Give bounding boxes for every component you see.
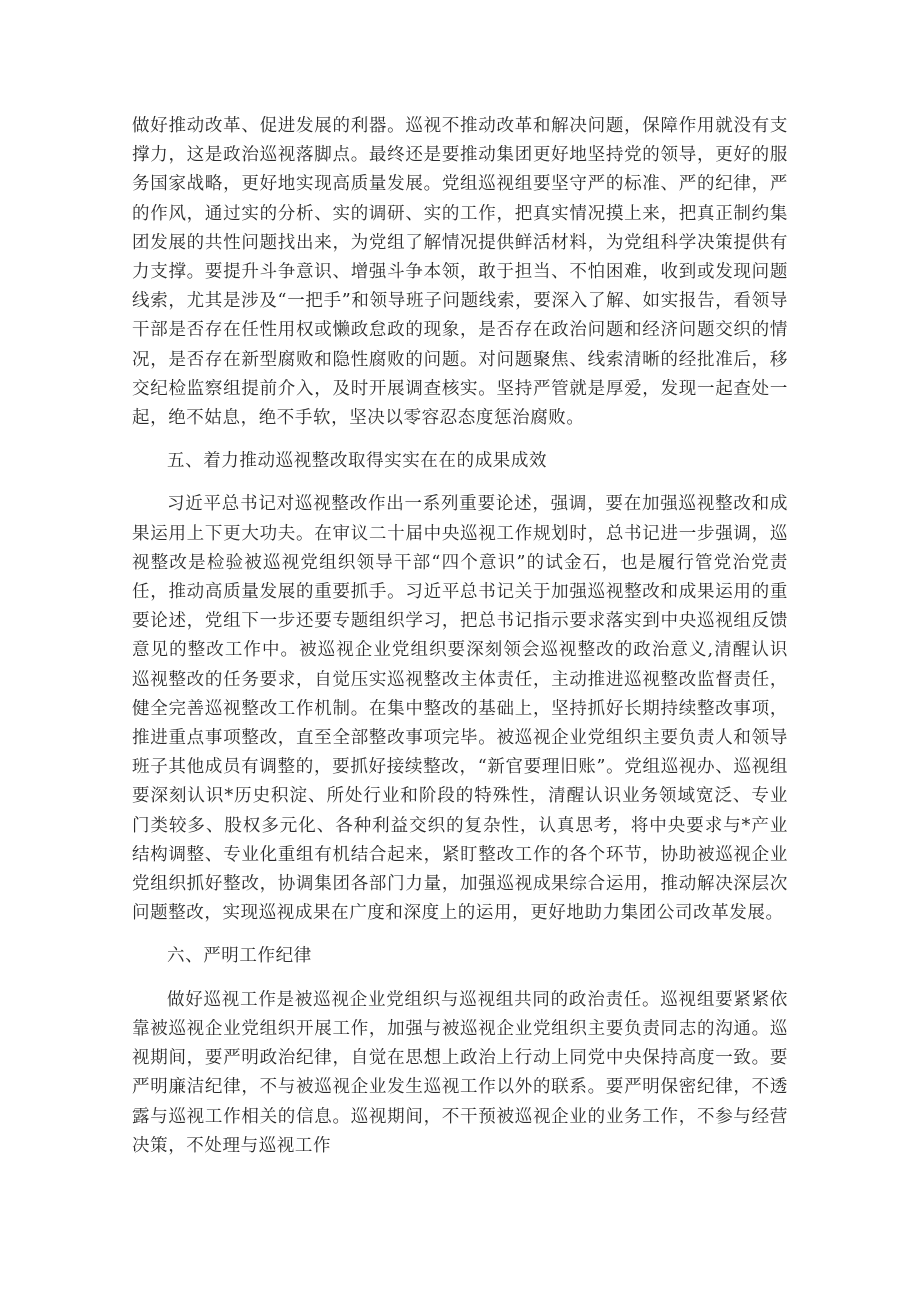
- document-body: [132, 112, 788, 1161]
- section-heading-5: 五、着力推动巡视整改取得实实在在的成果成效: [167, 451, 548, 472]
- paragraph-1: 做好推动改革、促进发展的利器。巡视不推动改革和解决问题，保障作用就没有支撑力，这是政治巡视落脚点。最终还是要推动集团更好地坚持党的领导，更好的服务国家战略，更好地实现高质量发展。党组巡视组要坚守严的标准、严的纪律，严的作风，通过实的分析、实的调研、实的工作，把真实情况摸上来，把真正制约集团发展的共性问题找出来，为党组了解情况提供鲜活材料，为党组科学决策提供有力支撑。要提升斗争意识、增强斗争本领，敢于担当、不怕困难，收到或发现问题线索，尤其是涉及“一把手”和领导班子问题线索，要深入了解、如实报告，看领导干部是否存在任性用权或懒政怠政的现象，是否存在政治问题和经济问题交织的情况，是否存在新型腐败和隐性腐败的问题。对问题聚焦、线索清晰的经批准后，移交纪检监察组提前介入，及时开展调查核实。坚持严管就是厚爱，发现一起查处一起，绝不姑息，绝不手软，坚决以零容忍态度惩治腐败。: [132, 116, 788, 429]
- paragraph-3: 做好巡视工作是被巡视企业党组织与巡视组共同的政治责任。巡视组要紧紧依靠被巡视企业党组织开展工作，加强与被巡视企业党组织主要负责同志的沟通。巡视期间，要严明政治纪律，自觉在思想上政治上行动上同党中央保持高度一致。要严明廉洁纪律，不与被巡视企业发生巡视工作以外的联系。要严明保密纪律，不透露与巡视工作相关的信息。巡视期间，不干预被巡视企业的业务工作，不参与经营决策，不处理与巡视工作: [132, 989, 788, 1156]
- paragraph-2: 习近平总书记对巡视整改作出一系列重要论述，强调，要在加强巡视整改和成果运用上下更大功夫。在审议二十届中央巡视工作规划时，总书记进一步强调，巡视整改是检验被巡视党组织领导干部“四个意识”的试金石，也是履行管党治党责任，推动高质量发展的重要抓手。习近平总书记关于加强巡视整改和成果运用的重要论述，党组下一步还要专题组织学习，把总书记指示要求落实到中央巡视组反馈意见的整改工作中。被巡视企业党组织要深刻领会巡视整改的政治意义,清醒认识巡视整改的任务要求，自觉压实巡视整改主体责任，主动推进巡视整改监督责任，健全完善巡视整改工作机制。在集中整改的基础上，坚持抓好长期持续整改事项，推进重点事项整改，直至全部整改事项完毕。被巡视企业党组织主要负责人和领导班子其他成员有调整的，要抓好接续整改，“新官要理旧账”。党组巡视办、巡视组要深刻认识*历史积淀、所处行业和阶段的特殊性，清醒认识业务领域宽泛、专业门类较多、股权多元化、各种利益交织的复杂性，认真思考，将中央要求与*产业结构调整、专业化重组有机结合起来，紧盯整改工作的各个环节，协助被巡视企业党组织抓好整改，协调集团各部门力量，加强巡视成果综合运用，推动解决深层次问题整改，实现巡视成果在广度和深度上的运用，更好地助力集团公司改革发展。: [132, 494, 788, 924]
- section-heading-6: 六、严明工作纪律: [167, 946, 312, 967]
